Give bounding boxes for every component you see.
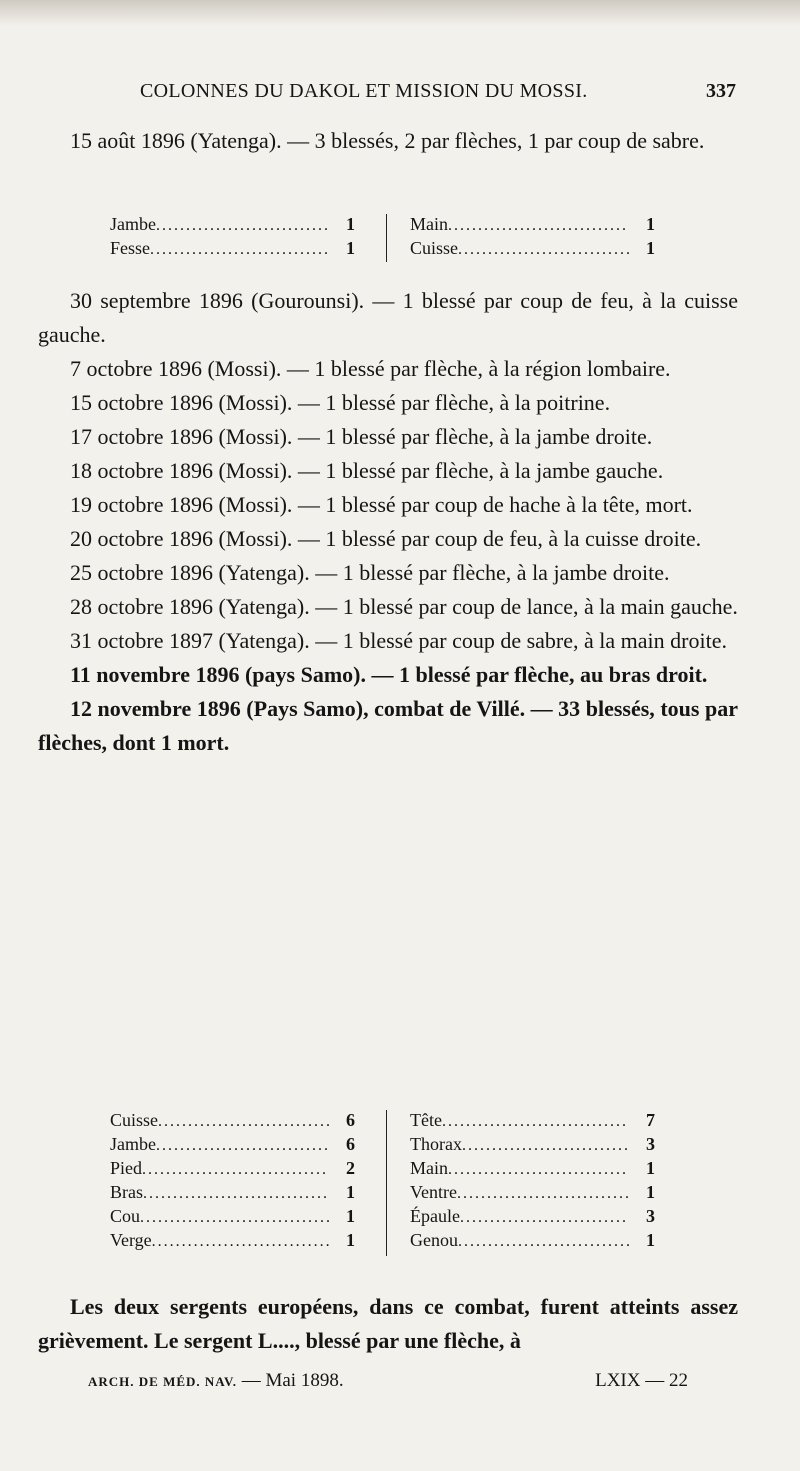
paragraph: 18 octobre 1896 (Mossi). — 1 blessé par flèche, à la jambe gauche.	[70, 458, 664, 483]
table-column-left	[110, 1108, 355, 1252]
paragraph: 28 octobre 1896 (Yatenga). — 1 blessé par coup de lance, à la main gauche.	[70, 594, 738, 619]
table-row: Jambe ..... 6	[110, 1132, 355, 1156]
page-header	[68, 80, 736, 110]
table-row: Bras ..... 1	[110, 1180, 355, 1204]
injury-table-1	[110, 212, 670, 264]
page-number: 337	[706, 80, 736, 102]
table-column-left	[110, 212, 355, 260]
table-row: Main ..... 1	[410, 212, 655, 236]
paragraph: 7 octobre 1896 (Mossi). — 1 blessé par flèche, à la région lombaire.	[70, 356, 671, 381]
paragraph: 25 octobre 1896 (Yatenga). — 1 blessé par flèche, à la jambe droite.	[70, 560, 670, 585]
paragraph: 30 septembre 1896 (Gourounsi). — 1 blessé par coup de feu, à la cuisse gauche.	[38, 288, 738, 347]
table-row: Jambe ..... 1	[110, 212, 355, 236]
footer-date: — Mai 1898.	[241, 1370, 344, 1391]
footer-volume: LXIX — 22	[595, 1370, 688, 1391]
table-column-right	[410, 212, 655, 260]
table-divider	[386, 1110, 387, 1256]
table-row: Fesse ..... 1	[110, 236, 355, 260]
table-column-right	[410, 1108, 655, 1252]
text-block-2	[38, 284, 738, 760]
table-row: Cuisse ..... 6	[110, 1108, 355, 1132]
text-block-3	[38, 1290, 738, 1358]
table-divider	[386, 214, 387, 262]
injury-table-2	[110, 1108, 670, 1258]
paragraph: 11 novembre 1896 (pays Samo). — 1 blessé par flèche, au bras droit.	[70, 662, 708, 687]
table-row: Thorax ..... 3	[410, 1132, 655, 1156]
table-row: Épaule ..... 3	[410, 1204, 655, 1228]
table-row: Genou ..... 1	[410, 1228, 655, 1252]
paragraph: 12 novembre 1896 (Pays Samo), combat de Villé. — 33 blessés, tous par flèches, dont 1 mort.	[38, 696, 738, 755]
table-row: Cou ..... 1	[110, 1204, 355, 1228]
paragraph: 15 août 1896 (Yatenga). — 3 blessés, 2 par flèches, 1 par coup de sabre.	[70, 128, 705, 153]
paragraph: 31 octobre 1897 (Yatenga). — 1 blessé par coup de sabre, à la main droite.	[70, 628, 727, 653]
table-row: Pied ..... 2	[110, 1156, 355, 1180]
paragraph: Les deux sergents européens, dans ce combat, furent atteints assez grièvement. Le sergent L...., blessé par une flèche, à	[38, 1294, 738, 1353]
paragraph: 19 octobre 1896 (Mossi). — 1 blessé par coup de hache à la tête, mort.	[70, 492, 693, 517]
table-row: Main ..... 1	[410, 1156, 655, 1180]
page-top-shadow	[0, 0, 800, 26]
table-row: Ventre ..... 1	[410, 1180, 655, 1204]
table-row: Cuisse ..... 1	[410, 236, 655, 260]
footer-journal: ARCH. DE MÉD. NAV.	[88, 1374, 237, 1389]
paragraph: 17 octobre 1896 (Mossi). — 1 blessé par flèche, à la jambe droite.	[70, 424, 653, 449]
footer-citation	[88, 1370, 344, 1392]
page-footer	[88, 1370, 688, 1400]
running-head: COLONNES DU DAKOL ET MISSION DU MOSSI.	[140, 80, 588, 102]
paragraph: 20 octobre 1896 (Mossi). — 1 blessé par coup de feu, à la cuisse droite.	[70, 526, 702, 551]
paragraph: 15 octobre 1896 (Mossi). — 1 blessé par flèche, à la poitrine.	[70, 390, 611, 415]
table-row: Verge ..... 1	[110, 1228, 355, 1252]
table-row: Tête ..... 7	[410, 1108, 655, 1132]
text-block-1	[38, 124, 738, 158]
